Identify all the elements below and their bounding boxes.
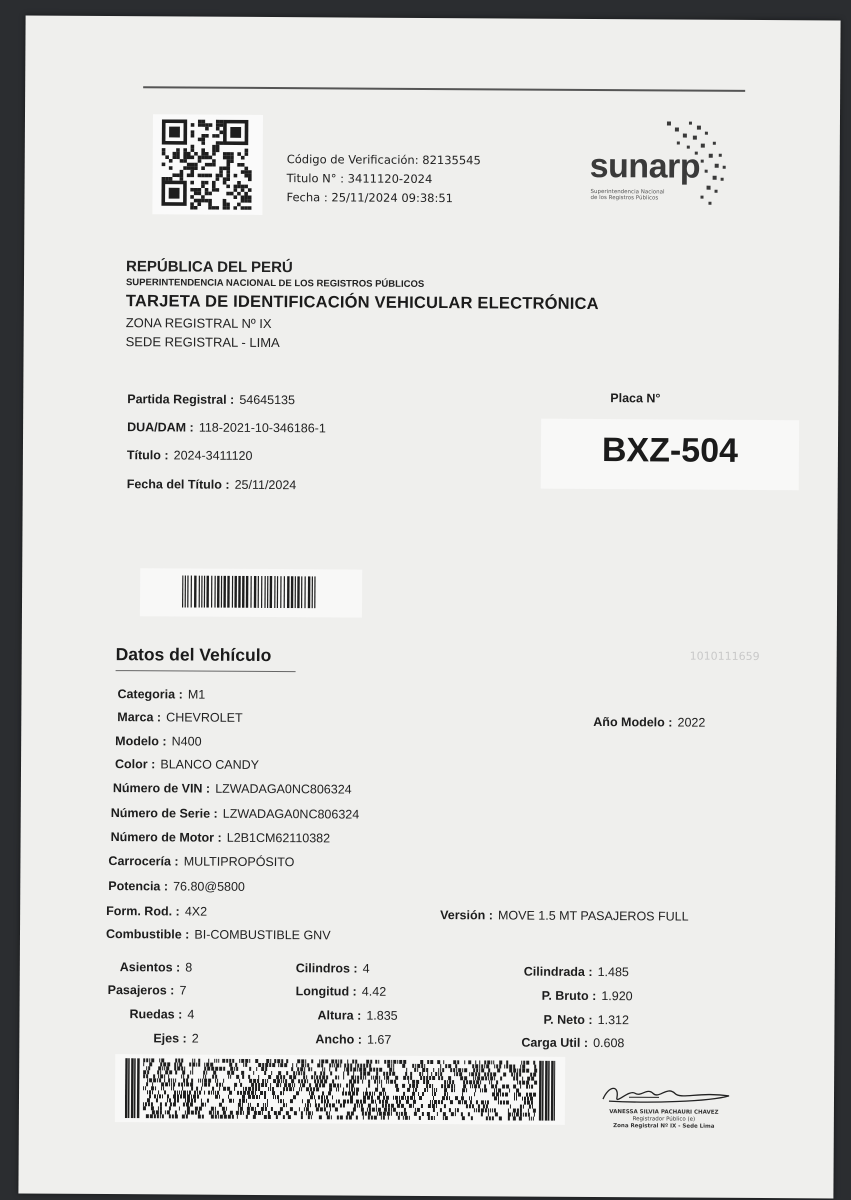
document-page — [18, 16, 840, 1199]
serie-row: Número de Serie : LZWADAGA0NC806324 — [110, 806, 360, 822]
agency-name: SUPERINTENDENCIA NACIONAL DE LOS REGISTROS PÚBLICOS — [125, 277, 425, 290]
p-neto-row: P. Neto : 1.312 — [543, 1012, 629, 1028]
titulo-row: Título : 2024-3411120 — [126, 448, 253, 463]
sunarp-logo — [584, 117, 765, 214]
qr-code — [152, 114, 263, 215]
version-row: Versión : MOVE 1.5 MT PASAJEROS FULL — [440, 908, 689, 924]
partida-row: Partida Registral : 54645135 — [127, 392, 296, 408]
carroceria-row: Carrocería : MULTIPROPÓSITO — [108, 854, 295, 870]
ejes-row: Ejes : 2 — [153, 1031, 199, 1046]
carga-util-row: Carga Util : 0.608 — [521, 1035, 625, 1051]
card-title: TARJETA DE IDENTIFICACIÓN VEHICULAR ELECTRÓNICA — [125, 292, 599, 314]
logo-subtitle: Superintendencia Nacional de los Registros Públicos — [590, 188, 665, 202]
plate-box — [541, 419, 799, 491]
marca-row: Marca : CHEVROLET — [117, 710, 243, 725]
issue-date: Fecha : 25/11/2024 09:38:51 — [286, 190, 454, 206]
cilindrada-row: Cilindrada : 1.485 — [523, 964, 629, 980]
dua-row: DUA/DAM : 118-2021-10-346186-1 — [127, 420, 326, 436]
cilindros-row: Cilindros : 4 — [295, 961, 370, 976]
ancho-row: Ancho : 1.67 — [315, 1032, 392, 1047]
barcode-small — [140, 568, 362, 617]
motor-row: Número de Motor : L2B1CM62110382 — [110, 830, 331, 846]
fecha-titulo-row: Fecha del Título : 25/11/2024 — [126, 477, 297, 493]
country-name: REPÚBLICA DEL PERÚ — [126, 258, 293, 277]
ruedas-row: Ruedas : 4 — [129, 1007, 195, 1022]
document-meta — [286, 150, 480, 208]
color-row: Color : BLANCO CANDY — [114, 757, 260, 772]
p-bruto-row: P. Bruto : 1.920 — [541, 988, 633, 1004]
pasajeros-row: Pasajeros : 7 — [107, 983, 187, 998]
verification-code: Código de Verificación: 82135545 — [286, 152, 481, 168]
asientos-row: Asientos : 8 — [119, 960, 193, 975]
combustible-row: Combustible : BI-COMBUSTIBLE GNV — [105, 927, 331, 943]
faded-code: 1010111659 — [689, 649, 760, 664]
longitud-row: Longitud : 4.42 — [295, 984, 387, 999]
registry-office: SEDE REGISTRAL - LIMA — [125, 334, 280, 351]
registrar-signature — [589, 1079, 739, 1140]
form-rod-row: Form. Rod. : 4X2 — [106, 904, 208, 919]
title-number: Titulo N° : 3411120-2024 — [286, 171, 433, 187]
logo-wordmark: sunarp — [589, 146, 701, 186]
plate-number: BXZ-504 — [601, 431, 739, 470]
signature-scribble-icon — [589, 1079, 739, 1112]
section-title: Datos del Vehículo — [115, 644, 272, 666]
anio-modelo-row: Año Modelo : 2022 — [593, 715, 706, 730]
document-heading — [126, 258, 599, 352]
categoria-row: Categoria : M1 — [117, 687, 206, 702]
altura-row: Altura : 1.835 — [317, 1008, 398, 1023]
modelo-row: Modelo : N400 — [115, 734, 202, 749]
plate-label: Placa N° — [610, 391, 661, 406]
barcode-pdf417 — [115, 1054, 565, 1125]
potencia-row: Potencia : 76.80@5800 — [108, 879, 245, 894]
vin-row: Número de VIN : LZWADAGA0NC806324 — [112, 781, 352, 797]
signature-caption: VANESSA SILVIA PACHAURI CHAVEZ Registrador Público (e) Zona Registral Nº IX - Sede Lima — [609, 1109, 719, 1130]
top-rule — [143, 86, 745, 92]
section-underline — [116, 670, 296, 672]
registry-zone: ZONA REGISTRAL Nº IX — [125, 315, 272, 332]
